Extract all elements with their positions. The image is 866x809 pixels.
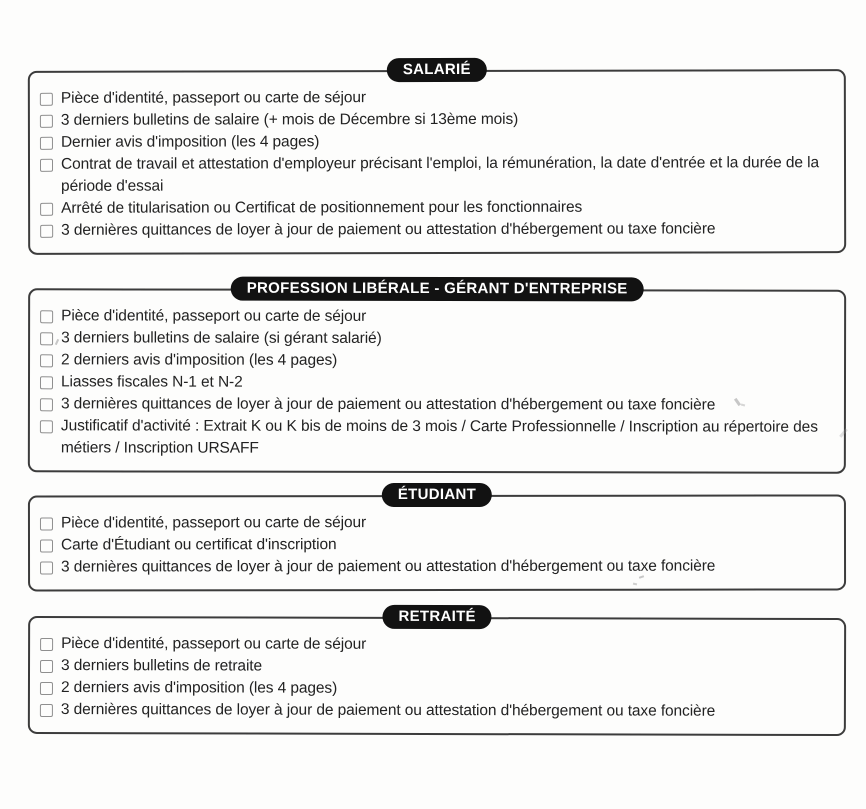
checkbox-icon — [40, 420, 53, 433]
section-header-pill: SALARIÉ — [387, 58, 487, 82]
checklist-item-label: 3 dernières quittances de loyer à jour de paiement ou attestation d'hébergement ou taxe foncière — [60, 701, 716, 720]
checklist-item-label: 3 dernières quittances de loyer à jour de paiement ou attestation d'hébergement ou taxe foncière — [60, 395, 716, 414]
checklist-item — [40, 196, 832, 220]
checklist-item — [40, 86, 832, 110]
checkbox-icon — [40, 225, 53, 238]
checkbox-icon — [40, 310, 53, 323]
checklist-item — [40, 349, 832, 372]
checklist-item-label: 2 derniers avis d'imposition (les 4 pages) — [61, 351, 338, 369]
section-retraite — [28, 607, 846, 736]
checklist-item-label: Pièce d'identité, passeport ou carte de séjour — [60, 514, 367, 532]
checklist-item-label: Pièce d'identité, passeport ou carte de séjour — [60, 89, 366, 107]
checkbox-icon — [40, 540, 53, 553]
checklist-item-label: Justificatif d'activité : Extrait K ou K bis de moins de 3 mois / Carte Professionnelle / Inscription au répertoire des métiers / Inscription URSAFF — [60, 417, 818, 457]
checklist — [30, 290, 844, 471]
checklist-item — [40, 305, 832, 328]
checklist-item-label: Pièce d'identité, passeport ou carte de séjour — [61, 635, 367, 653]
checkbox-icon — [40, 518, 53, 531]
section-header-pill: RETRAITÉ — [382, 605, 491, 629]
checklist-item-label: Arrêté de titularisation ou Certificat de positionnement pour les fonctionnaires — [61, 198, 583, 217]
checklist-item-label: Carte d'Étudiant ou certificat d'inscription — [60, 536, 337, 554]
checklist-item — [40, 655, 832, 679]
checkbox-icon — [40, 354, 53, 367]
checklist-item — [40, 677, 832, 701]
section-header-pill: PROFESSION LIBÉRALE - GÉRANT D'ENTREPRISE — [231, 277, 644, 302]
checklist-item-label: 3 dernières quittances de loyer à jour de paiement ou attestation d'hébergement ou taxe foncière — [61, 220, 716, 239]
section-etudiant — [28, 485, 846, 591]
checkbox-icon — [40, 115, 53, 128]
checkbox-icon — [40, 376, 53, 389]
checklist-item-label: 3 derniers bulletins de retraite — [61, 657, 263, 675]
checkbox-icon — [40, 660, 53, 673]
checkbox-icon — [40, 332, 53, 345]
checklist — [30, 618, 844, 734]
checklist-item — [40, 371, 832, 394]
checklist-item-label: 3 derniers bulletins de salaire (si gérant salarié) — [61, 329, 382, 347]
scan-speck — [633, 583, 637, 586]
checkbox-icon — [40, 704, 53, 717]
checklist-item-label: Dernier avis d'imposition (les 4 pages) — [60, 133, 320, 151]
checklist-item — [40, 555, 832, 578]
checkbox-icon — [40, 682, 53, 695]
checklist-item — [40, 218, 832, 242]
checklist-item — [40, 130, 832, 154]
section-header-pill: ÉTUDIANT — [382, 483, 492, 507]
checklist-item-label: 3 derniers bulletins de salaire (+ mois de Décembre si 13ème mois) — [60, 110, 519, 129]
checkbox-icon — [40, 562, 53, 575]
checklist — [30, 71, 844, 253]
checklist-item — [40, 511, 832, 534]
checklist-item-label: Contrat de travail et attestation d'employeur précisant l'emploi, la rémunération, la date d'entrée et la durée de la période d'essai — [60, 154, 820, 195]
checklist-item-label: Liasses fiscales N-1 et N-2 — [60, 373, 243, 391]
checklist-item — [40, 108, 832, 132]
section-profession-liberale — [28, 279, 846, 473]
checklist-item — [40, 415, 832, 460]
checkbox-icon — [40, 398, 53, 411]
checkbox-icon — [40, 159, 53, 172]
checklist-item — [40, 327, 832, 350]
checklist-item-label: 3 dernières quittances de loyer à jour de paiement ou attestation d'hébergement ou taxe foncière — [61, 557, 716, 576]
checklist-item — [40, 699, 832, 723]
checklist-item — [40, 152, 832, 198]
checkbox-icon — [40, 93, 53, 106]
checkbox-icon — [40, 137, 53, 150]
checklist-item — [40, 633, 832, 657]
scanned-checklist-page — [0, 60, 866, 809]
checkbox-icon — [40, 638, 53, 651]
checklist — [30, 496, 844, 589]
checklist-item-label: Pièce d'identité, passeport ou carte de séjour — [61, 307, 367, 325]
checklist-item — [40, 533, 832, 556]
section-salarie — [28, 60, 846, 255]
checklist-item — [40, 393, 832, 416]
checklist-item-label: 2 derniers avis d'imposition (les 4 pages) — [60, 679, 338, 697]
checkbox-icon — [40, 203, 53, 216]
